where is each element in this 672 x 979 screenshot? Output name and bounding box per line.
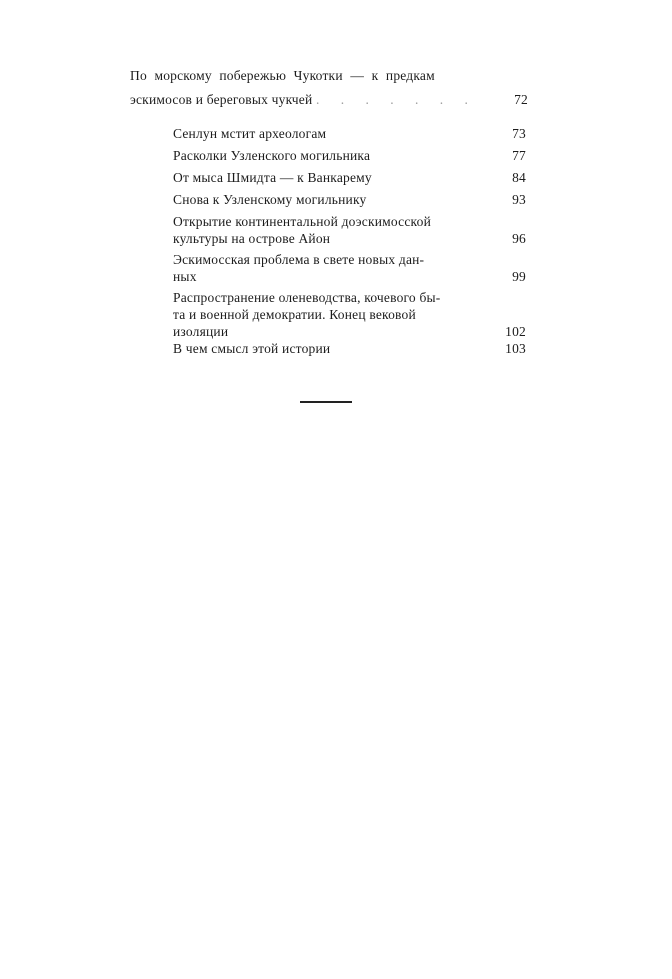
toc-item — [173, 169, 528, 186]
toc-main-line-2 — [130, 91, 530, 108]
toc-item-title-line-3: изоляции — [173, 324, 229, 339]
section-divider-rule — [300, 401, 352, 403]
toc-main-line-2-text: эскимосов и береговых чукчей — [130, 92, 313, 107]
toc-item-title-line-1: Эскимосская проблема в свете новых дан- — [173, 252, 425, 267]
toc-item — [173, 213, 528, 247]
toc-item — [173, 340, 528, 357]
toc-item-title-line-1: Открытие континентальной доэскимосской — [173, 214, 431, 229]
toc-item-title: Снова к Узленскому могильнику — [173, 192, 367, 207]
toc-page-number: 103 — [505, 341, 526, 356]
toc-page-number: 96 — [512, 231, 526, 246]
toc-page-number: 73 — [512, 126, 526, 141]
toc-item-title-line-2: та и военной демократии. Конец вековой — [173, 307, 416, 322]
toc-item-title: Сенлун мстит археологам — [173, 126, 327, 141]
toc-item — [173, 125, 528, 142]
toc-item — [173, 289, 528, 340]
toc-item — [173, 147, 528, 164]
toc-item-title-line-2: культуры на острове Айон — [173, 231, 331, 246]
toc-item — [173, 251, 528, 285]
toc-page-number: 72 — [514, 92, 528, 107]
toc-item-title: От мыса Шмидта — к Ванкарему — [173, 170, 372, 185]
toc-page-number: 93 — [512, 192, 526, 207]
toc-page-number: 102 — [505, 324, 526, 339]
toc-item-title: В чем смысл этой истории — [173, 341, 331, 356]
toc-page-number: 84 — [512, 170, 526, 185]
toc-page-number: 77 — [512, 148, 526, 163]
toc-item — [173, 191, 528, 208]
toc-item-title-line-1: Распространение оленеводства, кочевого бы- — [173, 290, 441, 305]
toc-main-entry — [130, 67, 530, 108]
toc-main-line-1: По морскому побережью Чукотки — к предкам — [130, 68, 435, 83]
toc-item-title: Расколки Узленского могильника — [173, 148, 371, 163]
toc-page-number: 99 — [512, 269, 526, 284]
toc-item-title-line-2: ных — [173, 269, 197, 284]
leader-dots: . . . . . . . — [316, 92, 477, 107]
